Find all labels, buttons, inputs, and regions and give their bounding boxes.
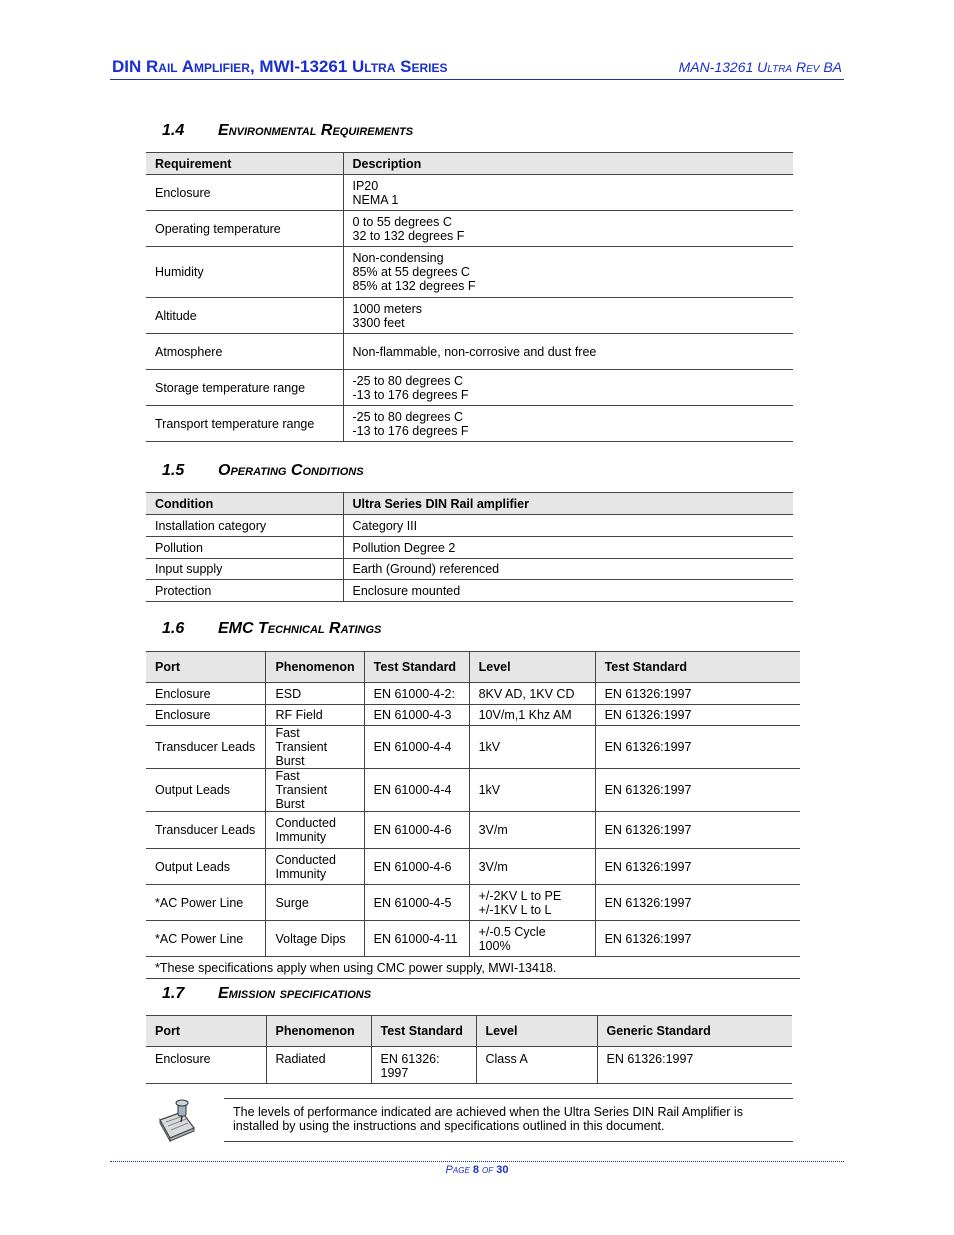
table-cell: EN 61000-4-6 bbox=[364, 849, 469, 885]
document-title: DIN Rail Amplifier, MWI-13261 Ultra Series bbox=[112, 57, 448, 76]
table-cell: 3V/m bbox=[469, 849, 595, 885]
section-title: Environmental Requirements bbox=[218, 122, 414, 139]
section-title: Operating Conditions bbox=[218, 462, 364, 479]
table-cell: Conducted Immunity bbox=[266, 812, 364, 849]
table-cell: EN 61326:1997 bbox=[595, 683, 800, 705]
of-word: of bbox=[482, 1164, 494, 1176]
table-row bbox=[146, 298, 793, 334]
table-row bbox=[146, 726, 800, 769]
table-cell: Output Leads bbox=[146, 849, 266, 885]
section-number: 1.7 bbox=[162, 985, 185, 1002]
section-heading-operating bbox=[162, 462, 364, 480]
table-header-cell: Level bbox=[476, 1016, 597, 1047]
table-cell: EN 61000-4-3 bbox=[364, 705, 469, 726]
table-cell: Enclosure bbox=[146, 175, 343, 211]
table-cell: EN 61000-4-2: bbox=[364, 683, 469, 705]
table-cell: Earth (Ground) referenced bbox=[343, 559, 793, 580]
emission-table bbox=[146, 1015, 792, 1084]
notepad-pin-icon bbox=[156, 1098, 198, 1142]
table-header-cell: Condition bbox=[146, 493, 343, 515]
table-cell: EN 61000-4-5 bbox=[364, 885, 469, 921]
table-row bbox=[146, 370, 793, 406]
table-cell: -25 to 80 degrees C -13 to 176 degrees F bbox=[343, 406, 793, 442]
operating-conditions-table bbox=[146, 492, 793, 602]
note-box bbox=[224, 1098, 793, 1142]
table-row bbox=[146, 849, 800, 885]
table-cell: Humidity bbox=[146, 247, 343, 298]
table-cell: Transducer Leads bbox=[146, 812, 266, 849]
table-cell: EN 61326:1997 bbox=[595, 705, 800, 726]
section-number: 1.5 bbox=[162, 462, 185, 479]
section-heading-environmental bbox=[162, 122, 413, 140]
table-cell: Category III bbox=[343, 515, 793, 537]
table-cell: 3V/m bbox=[469, 812, 595, 849]
table-footnote-row bbox=[146, 957, 800, 979]
table-row bbox=[146, 406, 793, 442]
table-row bbox=[146, 515, 793, 537]
table-cell: Radiated bbox=[266, 1047, 371, 1084]
emc-ratings-table bbox=[146, 651, 800, 979]
table-header-cell: Ultra Series DIN Rail amplifier bbox=[343, 493, 793, 515]
table-row bbox=[146, 1047, 792, 1084]
table-row bbox=[146, 175, 793, 211]
table-row bbox=[146, 580, 793, 602]
total-pages: 30 bbox=[496, 1164, 509, 1176]
table-cell: EN 61326:1997 bbox=[595, 769, 800, 812]
section-number: 1.4 bbox=[162, 122, 185, 139]
environmental-table bbox=[146, 152, 793, 442]
table-cell: EN 61326:1997 bbox=[595, 885, 800, 921]
table-row bbox=[146, 559, 793, 580]
table-cell: Class A bbox=[476, 1047, 597, 1084]
table-cell: Non-condensing 85% at 55 degrees C 85% at 132 degrees F bbox=[343, 247, 793, 298]
table-header-cell: Requirement bbox=[146, 153, 343, 175]
table-cell: Atmosphere bbox=[146, 334, 343, 370]
table-cell: Surge bbox=[266, 885, 364, 921]
document-revision: MAN-13261 Ultra Rev BA bbox=[678, 59, 842, 75]
table-row bbox=[146, 812, 800, 849]
table-cell: Non-flammable, non-corrosive and dust free bbox=[343, 334, 793, 370]
table-cell: RF Field bbox=[266, 705, 364, 726]
table-header-cell: Level bbox=[469, 652, 595, 683]
table-cell: ESD bbox=[266, 683, 364, 705]
table-row bbox=[146, 211, 793, 247]
table-cell: EN 61326:1997 bbox=[597, 1047, 792, 1084]
table-cell: 1kV bbox=[469, 726, 595, 769]
table-cell: Operating temperature bbox=[146, 211, 343, 247]
table-row bbox=[146, 247, 793, 298]
table-cell: +/-2KV L to PE +/-1KV L to L bbox=[469, 885, 595, 921]
table-cell: EN 61000-4-6 bbox=[364, 812, 469, 849]
table-cell: EN 61326:1997 bbox=[595, 726, 800, 769]
table-cell: 1000 meters 3300 feet bbox=[343, 298, 793, 334]
table-cell: EN 61000-4-4 bbox=[364, 726, 469, 769]
table-cell: Enclosure bbox=[146, 705, 266, 726]
table-header-cell: Description bbox=[343, 153, 793, 175]
table-header-cell: Test Standard bbox=[364, 652, 469, 683]
table-cell: Installation category bbox=[146, 515, 343, 537]
table-cell: Protection bbox=[146, 580, 343, 602]
document-header bbox=[110, 55, 844, 80]
table-cell: EN 61000-4-11 bbox=[364, 921, 469, 957]
table-cell: EN 61326:1997 bbox=[595, 921, 800, 957]
table-row bbox=[146, 885, 800, 921]
table-cell: Voltage Dips bbox=[266, 921, 364, 957]
table-cell: Input supply bbox=[146, 559, 343, 580]
table-cell: Storage temperature range bbox=[146, 370, 343, 406]
table-header-cell: Phenomenon bbox=[266, 652, 364, 683]
table-footnote: *These specifications apply when using CMC power supply, MWI-13418. bbox=[146, 957, 800, 979]
table-cell: Conducted Immunity bbox=[266, 849, 364, 885]
table-cell: *AC Power Line bbox=[146, 885, 266, 921]
table-cell: Altitude bbox=[146, 298, 343, 334]
table-header-cell: Phenomenon bbox=[266, 1016, 371, 1047]
table-cell: 10V/m,1 Khz AM bbox=[469, 705, 595, 726]
table-cell: Pollution bbox=[146, 537, 343, 559]
table-header-cell: Generic Standard bbox=[597, 1016, 792, 1047]
table-header-cell: Port bbox=[146, 652, 266, 683]
table-header-cell: Test Standard bbox=[371, 1016, 476, 1047]
table-cell: Pollution Degree 2 bbox=[343, 537, 793, 559]
table-cell: Output Leads bbox=[146, 769, 266, 812]
table-cell: Transducer Leads bbox=[146, 726, 266, 769]
table-header-cell: Port bbox=[146, 1016, 266, 1047]
table-cell: Enclosure mounted bbox=[343, 580, 793, 602]
table-cell: -25 to 80 degrees C -13 to 176 degrees F bbox=[343, 370, 793, 406]
page-number: 8 bbox=[472, 1164, 479, 1176]
table-cell: Fast Transient Burst bbox=[266, 726, 364, 769]
page-footer bbox=[0, 1164, 954, 1176]
table-cell: EN 61326:1997 bbox=[595, 812, 800, 849]
table-cell: Enclosure bbox=[146, 683, 266, 705]
page-word: Page bbox=[445, 1164, 470, 1176]
section-title: EMC Technical Ratings bbox=[218, 620, 382, 637]
footer-divider bbox=[110, 1161, 844, 1162]
section-heading-emission bbox=[162, 985, 371, 1003]
table-header-cell: Test Standard bbox=[595, 652, 800, 683]
table-cell: Enclosure bbox=[146, 1047, 266, 1084]
table-row bbox=[146, 334, 793, 370]
table-row bbox=[146, 769, 800, 812]
table-cell: *AC Power Line bbox=[146, 921, 266, 957]
table-cell: Fast Transient Burst bbox=[266, 769, 364, 812]
table-row bbox=[146, 537, 793, 559]
section-heading-emc bbox=[162, 620, 381, 638]
table-row bbox=[146, 683, 800, 705]
table-cell: 1kV bbox=[469, 769, 595, 812]
table-cell: 0 to 55 degrees C 32 to 132 degrees F bbox=[343, 211, 793, 247]
table-row bbox=[146, 705, 800, 726]
section-title: Emission specifications bbox=[218, 985, 372, 1002]
note-text: The levels of performance indicated are achieved when the Ultra Series DIN Rail Amplifier is installed by using the instructions and specifications outlined in this document. bbox=[233, 1105, 743, 1133]
table-row bbox=[146, 921, 800, 957]
table-cell: Transport temperature range bbox=[146, 406, 343, 442]
section-number: 1.6 bbox=[162, 620, 185, 637]
table-cell: +/-0.5 Cycle 100% bbox=[469, 921, 595, 957]
table-cell: 8KV AD, 1KV CD bbox=[469, 683, 595, 705]
table-cell: EN 61000-4-4 bbox=[364, 769, 469, 812]
table-cell: EN 61326:1997 bbox=[595, 849, 800, 885]
table-cell: EN 61326: 1997 bbox=[371, 1047, 476, 1084]
table-cell: IP20 NEMA 1 bbox=[343, 175, 793, 211]
